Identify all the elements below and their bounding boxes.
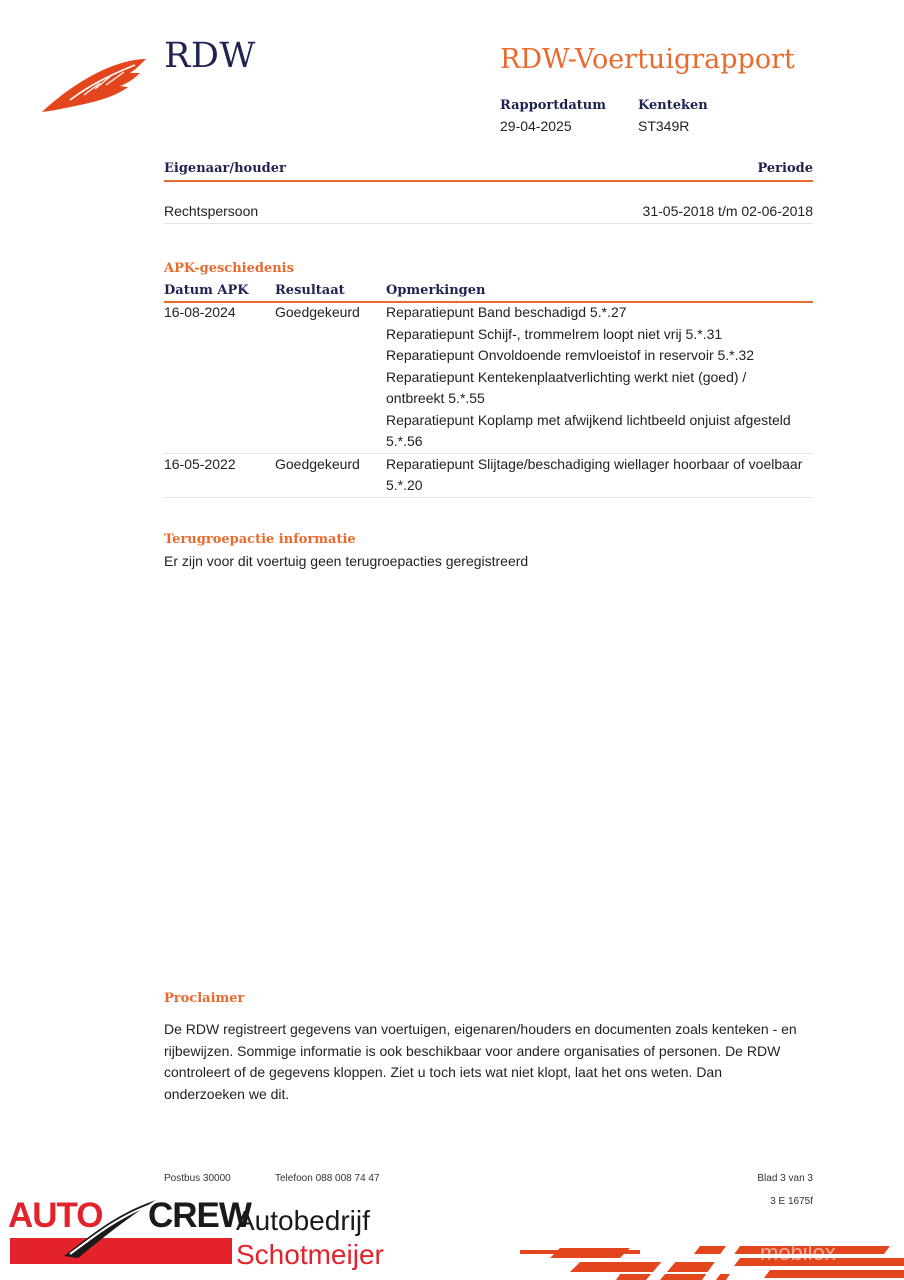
table-row	[164, 453, 813, 497]
apk-result: Goedgekeurd	[275, 302, 386, 453]
brand-auto-text: AUTO	[8, 1196, 103, 1235]
apk-remark: Reparatiepunt Band beschadigd 5.*.27	[386, 304, 627, 320]
apk-remarks	[386, 453, 813, 497]
owner-column-header: Eigenaar/houder	[164, 161, 286, 176]
apk-remarks-column-header: Opmerkingen	[386, 283, 486, 298]
proclaimer-text: De RDW registreert gegevens van voertuigen, eigenaren/houders en documenten zoals kenteken - en rijbewijzen. Sommige informatie is ook beschikbaar voor andere organisaties of personen. De RDW controleert of de gegevens kloppen. Ziet u toch iets wat niet klopt, laat het ons weten. Dan onderzoeken we dit.	[164, 1021, 797, 1102]
apk-remark: Reparatiepunt Slijtage/beschadiging wiellager hoorbaar of voelbaar 5.*.20	[386, 455, 803, 493]
owner-header-rule	[164, 180, 813, 182]
owner-value: Rechtspersoon	[164, 203, 259, 219]
apk-result-column-header: Resultaat	[275, 283, 345, 298]
apk-result: Goedgekeurd	[275, 453, 386, 497]
footer-document-code: 3 E 1675f	[770, 1196, 813, 1207]
apk-remark: Reparatiepunt Kentekenplaatverlichting werkt niet (goed) / ontbreekt 5.*.55	[386, 368, 747, 406]
apk-date-column-header: Datum APK	[164, 283, 249, 298]
watermark-text: mobilox	[760, 1240, 836, 1265]
footer-postbus: Postbus 30000	[164, 1173, 231, 1184]
apk-remark: Reparatiepunt Koplamp met afwijkend lichtbeeld onjuist afgesteld 5.*.56	[386, 411, 791, 449]
apk-table	[164, 302, 813, 498]
brand-swoosh-icon	[60, 1196, 160, 1260]
report-date-label: Rapportdatum	[500, 98, 606, 113]
apk-remark: Reparatiepunt Schijf-, trommelrem loopt niet vrij 5.*.31	[386, 325, 723, 342]
plate-label: Kenteken	[638, 98, 708, 113]
apk-date: 16-05-2022	[164, 453, 275, 497]
report-date-value: 29-04-2025	[500, 118, 572, 134]
plate-value: ST349R	[638, 118, 690, 134]
apk-section-title: APK-geschiedenis	[164, 261, 294, 276]
footer-phone: Telefoon 088 008 74 47	[275, 1173, 380, 1184]
apk-remarks	[386, 302, 813, 453]
owner-row-divider	[164, 223, 813, 224]
rdw-feather-logo-icon	[40, 55, 148, 115]
proclaimer-title: Proclaimer	[164, 991, 245, 1006]
decorative-stripes-icon	[520, 1238, 904, 1280]
rdw-logo-text: RDW	[164, 36, 256, 76]
period-column-header: Periode	[757, 161, 813, 176]
apk-date: 16-08-2024	[164, 302, 275, 453]
recall-text: Er zijn voor dit voertuig geen terugroepacties geregistreerd	[164, 553, 529, 569]
apk-remark: Reparatiepunt Onvoldoende remvloeistof in reservoir 5.*.32	[386, 347, 755, 363]
brand-autobedrijf-text: Autobedrijf	[236, 1205, 370, 1236]
report-title: RDW-Voertuigrapport	[500, 44, 795, 75]
table-row	[164, 302, 813, 453]
brand-crew-text: CREW	[148, 1196, 251, 1235]
period-value: 31-05-2018 t/m 02-06-2018	[642, 203, 813, 219]
footer-page-number: Blad 3 van 3	[757, 1173, 813, 1184]
brand-schotmeijer-text: Schotmeijer	[236, 1239, 384, 1270]
recall-section-title: Terugroepactie informatie	[164, 532, 356, 547]
